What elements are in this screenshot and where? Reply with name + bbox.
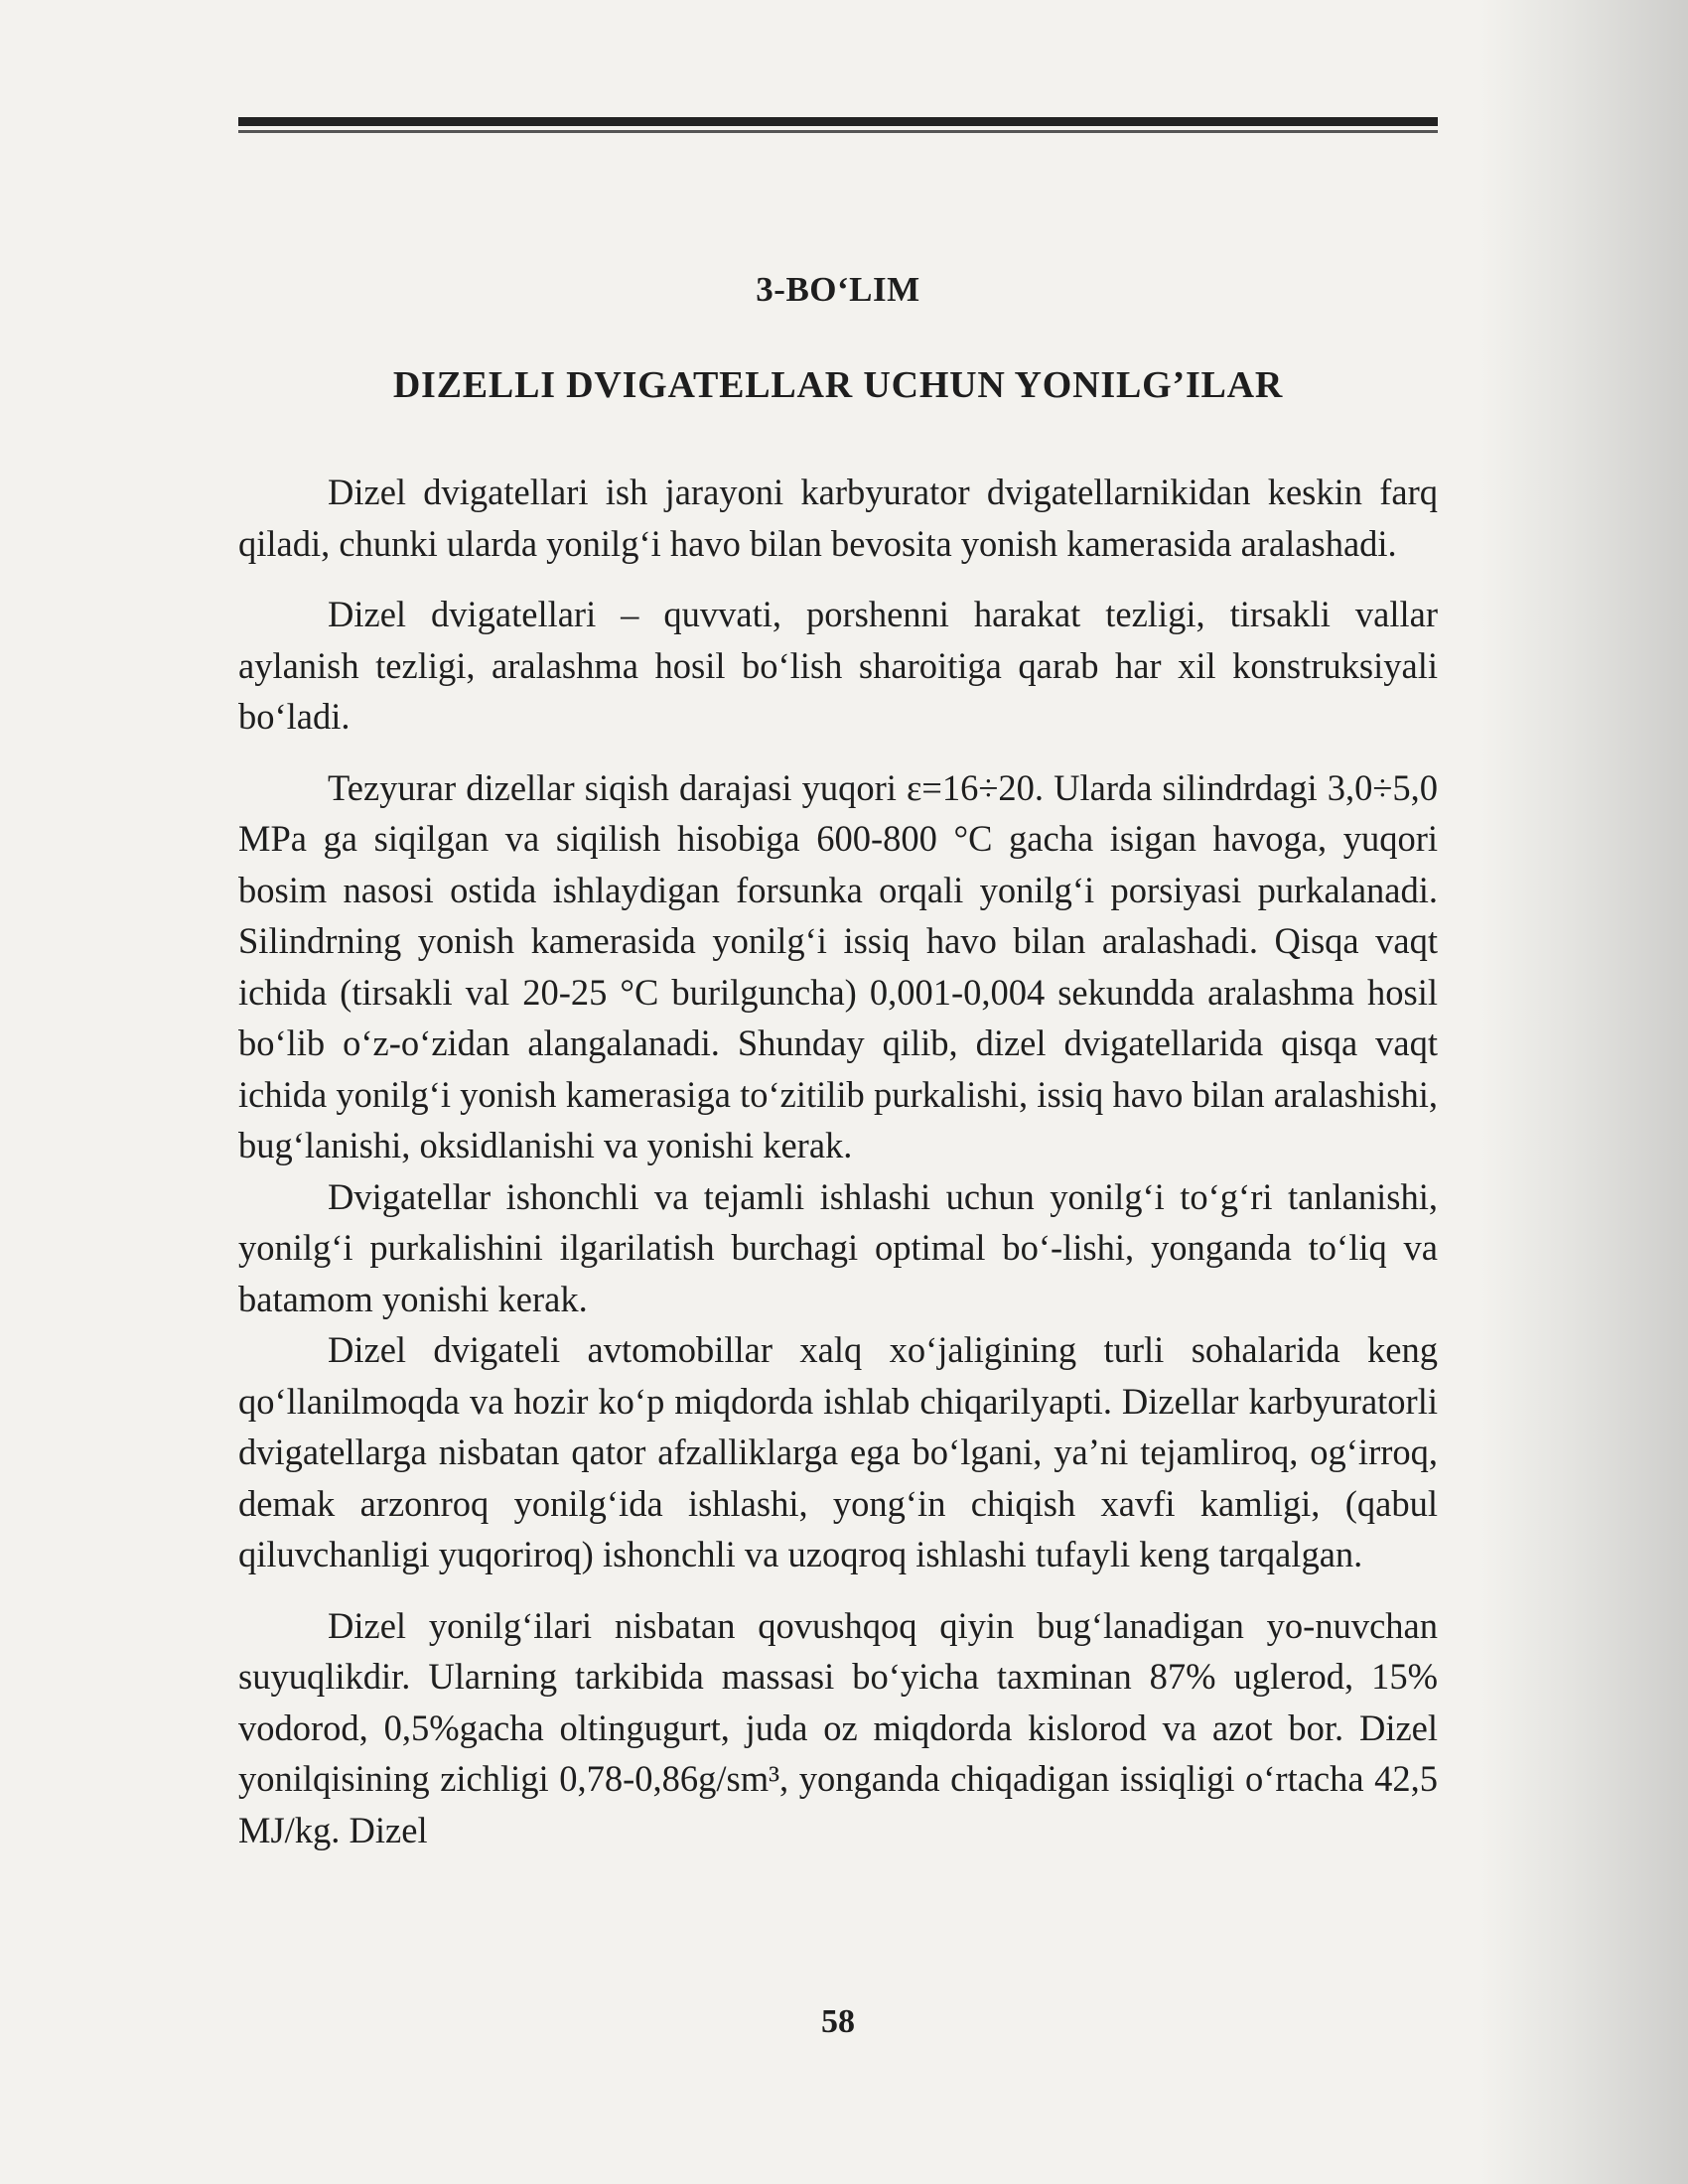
- body-text: [238, 467, 1438, 1855]
- header-rule: [238, 117, 1438, 126]
- paragraph-6: Dizel yonilg‘ilari nisbatan qovushqoq qiyin bug‘lanadigan yo-nuvchan suyuqlikdir. Ularning tarkibida massasi bo‘yicha taxminan 87% uglerod, 15% vodorod, 0,5%gacha oltingugurt, juda oz miqdorda kislorod va azot bor. Dizel yonilqisining zichligi 0,78-0,86g/sm³, yonganda chiqadigan issiqligi o‘rtacha 42,5 MJ/kg. Dizel: [238, 1604, 1438, 1850]
- paragraph-4: Dvigatellar ishonchli va tejamli ishlashi uchun yonilg‘i to‘g‘ri tanlanishi, yonilg‘i purkalishini ilgarilatish burchagi optimal bo‘-lishi, yonganda to‘liq va batamom yonishi kerak.: [238, 1175, 1438, 1319]
- paragraph-2: Dizel dvigatellari – quvvati, porshenni harakat tezligi, tirsakli vallar aylanish tezligi, aralashma hosil bo‘lish sharoitiga qarab har xil konstruksiyali bo‘ladi.: [238, 594, 1438, 737]
- paragraph-3: Tezyurar dizellar siqish darajasi yuqori ε=16÷20. Ularda silindrdagi 3,0÷5,0 MPa ga siqilgan va siqilish hisobiga 600-800 °C gacha isigan havoga, yuqori bosim nasosi ostida ishlaydigan forsunka orqali yonilg‘i porsiyasi purkalanadi. Silindrning yonish kamerasida yonilg‘i issiq havo bilan aralashadi. Qisqa vaqt ichida (tirsakli val 20-25 °C burilguncha) 0,001-0,004 sekundda aralashma hosil bo‘lib o‘z-o‘zidan alangalanadi. Shunday qilib, dizel dvigatellarida qisqa vaqt ichida yonilg‘i yonish kamerasiga to‘zitilib purkalishi, issiq havo bilan aralashishi, bug‘lanishi, oksidlanishi va yonishi kerak.: [238, 766, 1438, 1165]
- chapter-heading: DIZELLI DVIGATELLAR UCHUN YONILG’ILAR: [392, 364, 1284, 406]
- section-heading: 3-BO‘LIM: [756, 270, 920, 309]
- header-rule-thin: [238, 130, 1438, 133]
- paragraph-5: Dizel dvigateli avtomobillar xalq xo‘jaligining turli sohalarida keng qo‘llanilmoqda va hozir ko‘p miqdorda ishlab chiqarilyapti. Dizellar karbyuratorli dvigatellarga nisbatan qator afzalliklarga ega bo‘lgani, ya’ni tejamliroq, og‘irroq, demak arzonroq yonilg‘ida ishlashi, yong‘in chiqish xavfi kamligi, (qabul qiluvchanligi yuqoriroq) ishonchli va uzoqroq ishlashi tufayli keng tarqalgan.: [238, 1329, 1438, 1574]
- page-edge-shadow: [1479, 0, 1688, 2184]
- page-number: 58: [821, 2003, 855, 2040]
- paragraph-1: Dizel dvigatellari ish jarayoni karbyurator dvigatellarnikidan keskin farq qiladi, chunki ularda yonilg‘i havo bilan bevosita yonish kamerasida aralashadi.: [238, 472, 1438, 564]
